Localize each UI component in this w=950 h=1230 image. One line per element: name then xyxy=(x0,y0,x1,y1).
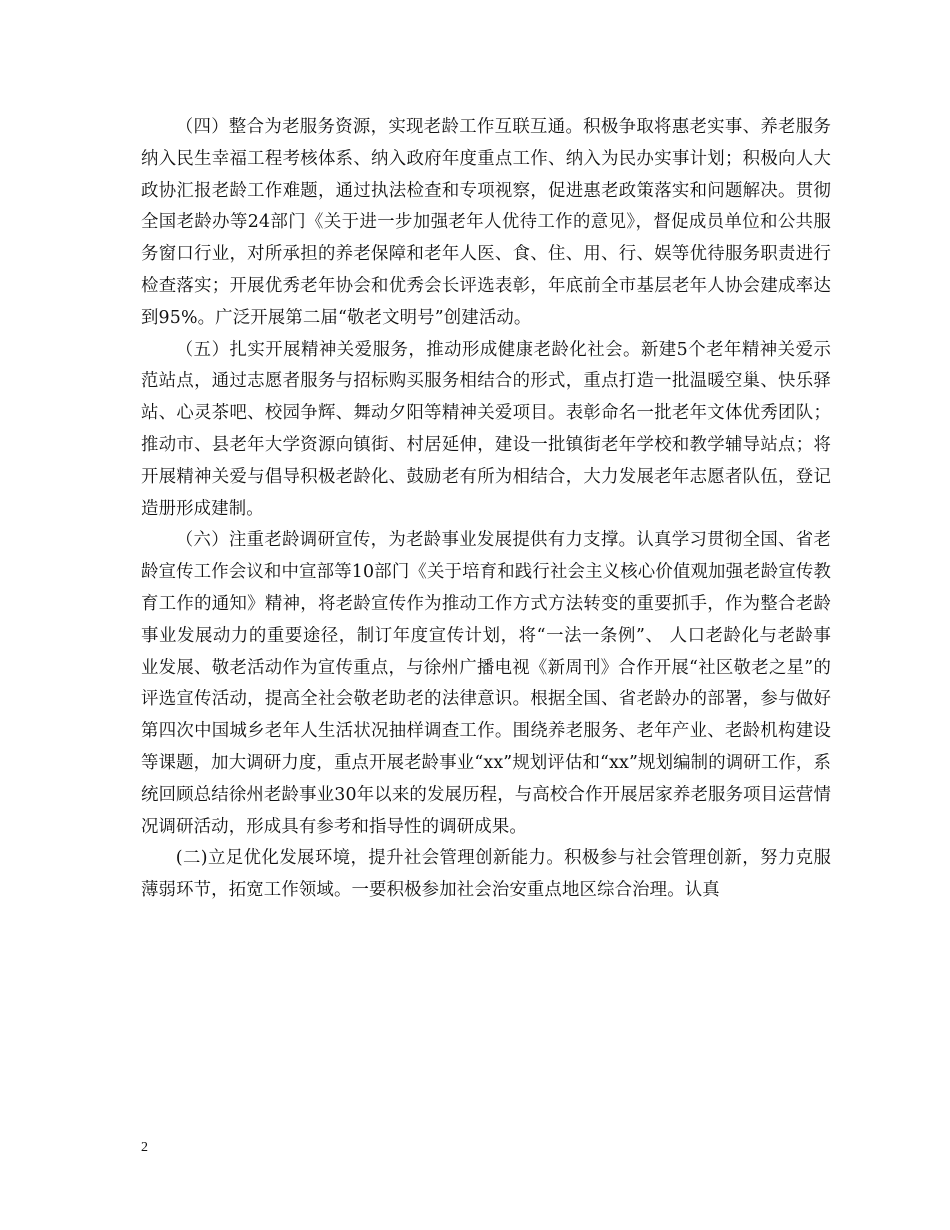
page-number: 2 xyxy=(141,1140,148,1155)
document-body xyxy=(141,112,831,907)
paragraph-section-2: (二)立足优化发展环境，提升社会管理创新能力。积极参与社会管理创新，努力克服薄弱环节，拓宽工作领域。一要积极参加社会治安重点地区综合治理。认真 xyxy=(141,848,831,901)
paragraph-section-6: （六）注重老龄调研宣传，为老龄事业发展提供有力支撑。认真学习贯彻全国、省老龄宣传工作会议和中宣部等10部门《关于培育和践行社会主义核心价值观加强老龄宣传教育工作的通知》精神，将老龄宣传作为推动工作方式方法转变的重要抓手，作为整合老龄事业发展动力的重要途径，制订年度宣传计划，将“一法一条例”、 人口老龄化与老龄事业发展、敬老活动作为宣传重点，与徐州广播电视《新周刊》合作开展“社区敬老之星”的评选宣传活动，提高全社会敬老助老的法律意识。根据全国、省老龄办的部署，参与做好第四次中国城乡老年人生活状况抽样调查工作。围绕养老服务、老年产业、老龄机构建设等课题，加大调研力度，重点开展老龄事业“xx”规划评估和“xx”规划编制的调研工作，系统回顾总结徐州老龄事业30年以来的发展历程，与高校合作开展居家养老服务项目运营情况调研活动，形成具有参考和指导性的调研成果。 xyxy=(141,530,831,837)
paragraph-section-5: （五）扎实开展精神关爱服务，推动形成健康老龄化社会。新建5个老年精神关爱示范站点，通过志愿者服务与招标购买服务相结合的形式，重点打造一批温暖空巢、快乐驿站、心灵茶吧、校园争辉、舞动夕阳等精神关爱项目。表彰命名一批老年文体优秀团队；推动市、县老年大学资源向镇街、村居延伸，建设一批镇街老年学校和教学辅导站点；将开展精神关爱与倡导积极老龄化、鼓励老有所为相结合，大力发展老年志愿者队伍，登记造册形成建制。 xyxy=(141,339,831,519)
paragraph-section-4: （四）整合为老服务资源，实现老龄工作互联互通。积极争取将惠老实事、养老服务纳入民生幸福工程考核体系、纳入政府年度重点工作、纳入为民办实事计划；积极向人大政协汇报老龄工作难题，通过执法检查和专项视察，促进惠老政策落实和问题解决。贯彻全国老龄办等24部门《关于进一步加强老年人优待工作的意见》，督促成员单位和公共服务窗口行业，对所承担的养老保障和老年人医、食、住、用、行、娱等优待服务职责进行检查落实；开展优秀老年协会和优秀会长评选表彰，年底前全市基层老年人协会建成率达到95%。广泛开展第二届“敬老文明号”创建活动。 xyxy=(141,117,831,328)
